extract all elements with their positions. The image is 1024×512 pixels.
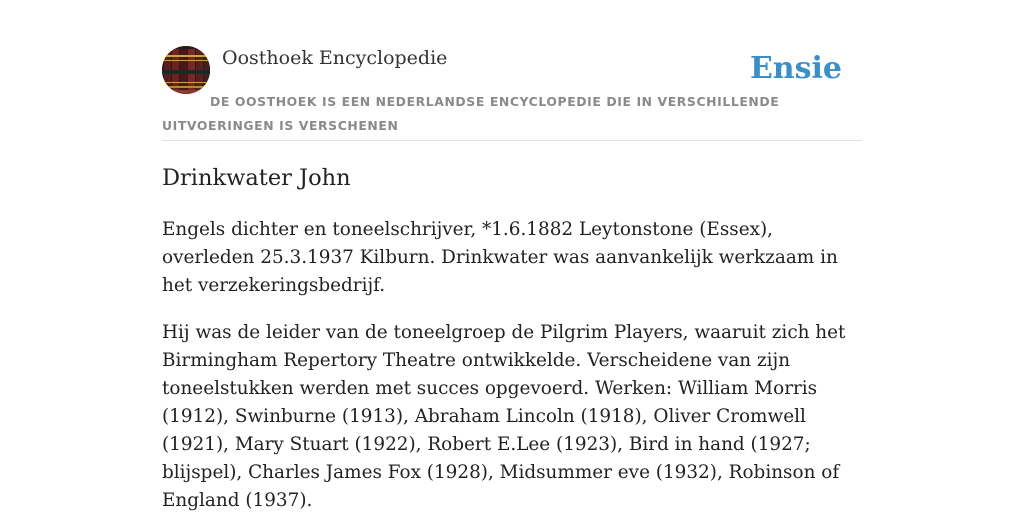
article-title: Drinkwater John [162, 165, 351, 191]
header [162, 0, 862, 141]
page [162, 0, 862, 512]
article-paragraph: Engels dichter en toneelschrijver, *1.6.1882 Leytonstone (Essex), overleden 25.3.1937 Kilburn. Drinkwater was aanvankelijk werkzaam in het verzekeringsbedrijf. [162, 219, 838, 296]
article-paragraph: Hij was de leider van de toneelgroep de Pilgrim Players, waaruit zich het Birmingham Repertory Theatre ontwikkelde. Verscheidene van zijn toneelstukken werden met succes opgevoerd. Werken: William Morris (1912), Swinburne (1913), Abraham Lincoln (1918), Oliver Cromwell (1921), Mary Stuart (1922), Robert E.Lee (1923), Bird in hand (1927; blijspel), Charles James Fox (1928), Midsummer eve (1932), Robinson of England (1937). [162, 322, 846, 511]
books-icon [162, 46, 210, 94]
brand-logo-link[interactable]: Ensie [749, 51, 842, 86]
site-tagline: DE OOSTHOEK IS EEN NEDERLANDSE ENCYCLOPEDIE DIE IN VERSCHILLENDE UITVOERINGEN IS VERSCHENEN [162, 94, 780, 133]
site-name[interactable]: Oosthoek Encyclopedie [222, 47, 448, 69]
encyclopedia-books-avatar[interactable] [162, 46, 210, 94]
